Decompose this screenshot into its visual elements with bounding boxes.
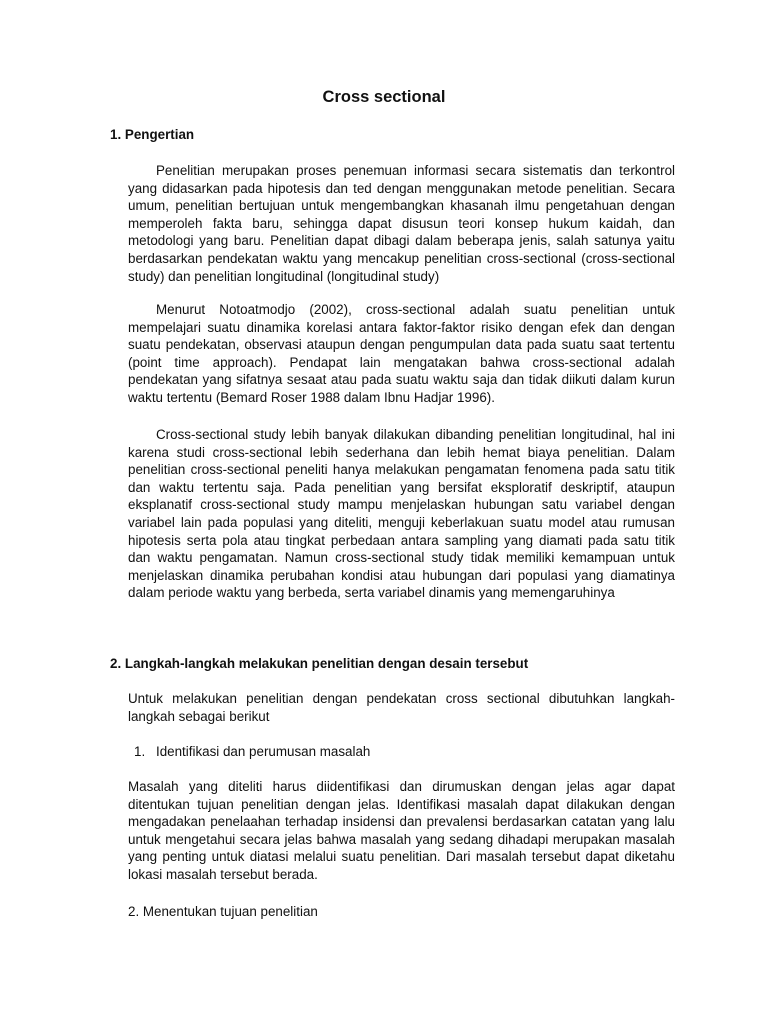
paragraph-notoatmodjo-definition: Menurut Notoatmodjo (2002), cross-sectional adalah suatu penelitian untuk mempelajari suatu dinamika korelasi antara faktor-faktor risiko dengan efek dan dengan suatu pendekatan, observasi ataupun dengan pengumpulan data pada suatu saat tertentu (point time approach). Pendapat lain mengatakan bahwa cross-sectional adalah pendekatan yang sifatnya sesaat atau pada suatu waktu saja dan tidak diikuti dalam kurun waktu tertentu (Bemard Roser 1988 dalam Ibnu Hadjar 1996). xyxy=(128,302,675,405)
list-item-step-1 xyxy=(128,743,370,761)
paragraph-penelitian-intro: Penelitian merupakan proses penemuan informasi secara sistematis dan terkontrol yang didasarkan pada hipotesis dan ted dengan menggunakan metode penelitian. Secara umum, penelitian bertujuan untuk mengembangkan khasanah ilmu pengetahuan dengan memperoleh fakta baru, sehingga dapat disusun teori konsep hukum kaidah, dan metodologi yang baru. Penelitian dapat dibagi dalam beberapa jenis, salah satunya yaitu berdasarkan pendekatan waktu yang mencakup penelitian cross-sectional (cross-sectional study) dan penelitian longitudinal (longitudinal study) xyxy=(128,163,675,284)
section-heading-pengertian: 1. Pengertian xyxy=(110,127,195,142)
list-item-step-2: 2. Menentukan tujuan penelitian xyxy=(128,904,318,919)
paragraph-cross-sectional-study: Cross-sectional study lebih banyak dilakukan dibanding penelitian longitudinal, hal ini karena studi cross-sectional lebih sederhana dan lebih hemat biaya penelitian. Dalam penelitian cross-sectional peneliti hanya melakukan pengamatan fenomena pada satu titik dan waktu tertentu saja. Pada penelitian yang bersifat eksploratif deskriptif, ataupun eksplanatif cross-sectional study mampu menjelaskan hubungan satu variabel dengan variabel lain pada populasi yang diteliti, menguji keberlakuan suatu model atau rumusan hipotesis serta pola atau tingkat perbedaan antara sampling yang diamati pada satu titik dan waktu pengamatan. Namun cross-sectional study tidak memiliki kemampuan untuk menjelaskan dinamika perubahan kondisi atau hubungan dari populasi yang diamatinya dalam periode waktu yang berbeda, serta variabel dinamis yang memengaruhinya xyxy=(128,427,675,601)
list-item-label: Identifikasi dan perumusan masalah xyxy=(156,744,371,759)
section-heading-langkah: 2. Langkah-langkah melakukan penelitian dengan desain tersebut xyxy=(110,656,529,671)
document-title: Cross sectional xyxy=(322,88,446,106)
list-number: 1. xyxy=(134,744,146,759)
paragraph-identifikasi-masalah: Masalah yang diteliti harus diidentifikasi dan dirumuskan dengan jelas agar dapat ditentukan tujuan penelitian dengan jelas. Identifikasi masalah dapat dilakukan dengan mengadakan penelaahan terhadap insidensi dan prevalensi berdasarkan catatan yang lalu untuk mengetahui secara jelas bahwa masalah yang sedang dihadapi merupakan masalah yang penting untuk diatasi melalui suatu penelitian. Dari masalah tersebut dapat diketahu lokasi masalah tersebut berada. xyxy=(128,779,675,882)
paragraph-langkah-intro: Untuk melakukan penelitian dengan pendekatan cross sectional dibutuhkan langkah-langkah sebagai berikut xyxy=(128,691,675,724)
